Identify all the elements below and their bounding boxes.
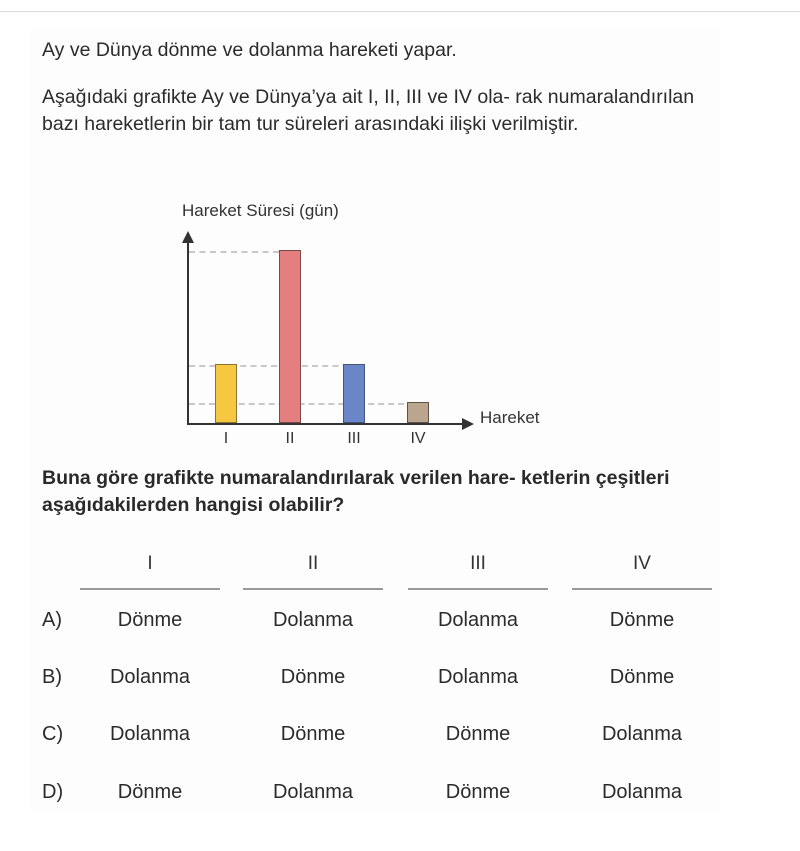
x-tick-II: II xyxy=(285,430,295,447)
option-letter: D) xyxy=(42,781,64,803)
x-axis-arrow-icon xyxy=(462,418,474,430)
bar-II xyxy=(279,250,301,423)
option-cell: Dolanma xyxy=(437,666,519,688)
option-cell: Dolanma xyxy=(109,723,191,745)
x-tick-III: III xyxy=(347,430,361,447)
option-cell: Dönme xyxy=(445,723,511,745)
top-border xyxy=(0,0,800,12)
bar-chart xyxy=(170,195,590,455)
header-underline xyxy=(408,588,548,590)
option-cell: Dolanma xyxy=(601,781,683,803)
intro-text: Ay ve Dünya dönme ve dolanma hareketi yapar. xyxy=(42,39,457,61)
x-tick-IV: IV xyxy=(410,430,426,447)
column-header-II: II xyxy=(307,553,319,574)
x-axis xyxy=(187,423,467,425)
y-axis-label: Hareket Süresi (gün) xyxy=(182,201,339,220)
option-cell: Dönme xyxy=(117,609,183,631)
option-d[interactable] xyxy=(0,781,800,811)
bar-IV xyxy=(407,402,429,423)
header-underline xyxy=(243,588,383,590)
option-cell: Dolanma xyxy=(109,666,191,688)
option-cell: Dolanma xyxy=(272,781,354,803)
option-cell: Dönme xyxy=(117,781,183,803)
bar-I xyxy=(215,364,237,423)
header-underline xyxy=(80,588,220,590)
header-underline xyxy=(572,588,712,590)
column-header-IV: IV xyxy=(633,553,651,574)
x-axis-label: Hareket xyxy=(480,408,540,427)
option-letter: A) xyxy=(42,609,62,631)
option-a[interactable] xyxy=(0,609,800,639)
column-header-III: III xyxy=(470,553,486,574)
y-axis xyxy=(187,239,189,425)
x-tick-I: I xyxy=(223,430,229,447)
reference-line-high xyxy=(189,251,279,253)
option-cell: Dolanma xyxy=(437,609,519,631)
option-letter: C) xyxy=(42,723,64,745)
question-text: Buna göre grafikte numaralandırılarak verilen hare- ketlerin çeşitleri aşağıdakilerden hangisi olabilir? xyxy=(42,467,670,516)
option-cell: Dönme xyxy=(280,666,346,688)
option-letter: B) xyxy=(42,666,62,688)
option-cell: Dönme xyxy=(609,666,675,688)
option-cell: Dönme xyxy=(280,723,346,745)
description-text xyxy=(42,84,722,138)
option-b[interactable] xyxy=(0,666,800,696)
column-header-I: I xyxy=(147,553,153,574)
option-cell: Dönme xyxy=(445,781,511,803)
description-line: Aşağıdaki grafikte Ay ve Dünya’ya ait I, II, III ve IV ola- rak numaralandırılan bazı hareketlerin bir tam tur süreleri arasındaki ilişki verilmiştir. xyxy=(42,86,695,135)
bar-III xyxy=(343,364,365,423)
option-cell: Dönme xyxy=(609,609,675,631)
option-cell: Dolanma xyxy=(601,723,683,745)
option-c[interactable] xyxy=(0,723,800,753)
option-cell: Dolanma xyxy=(272,609,354,631)
